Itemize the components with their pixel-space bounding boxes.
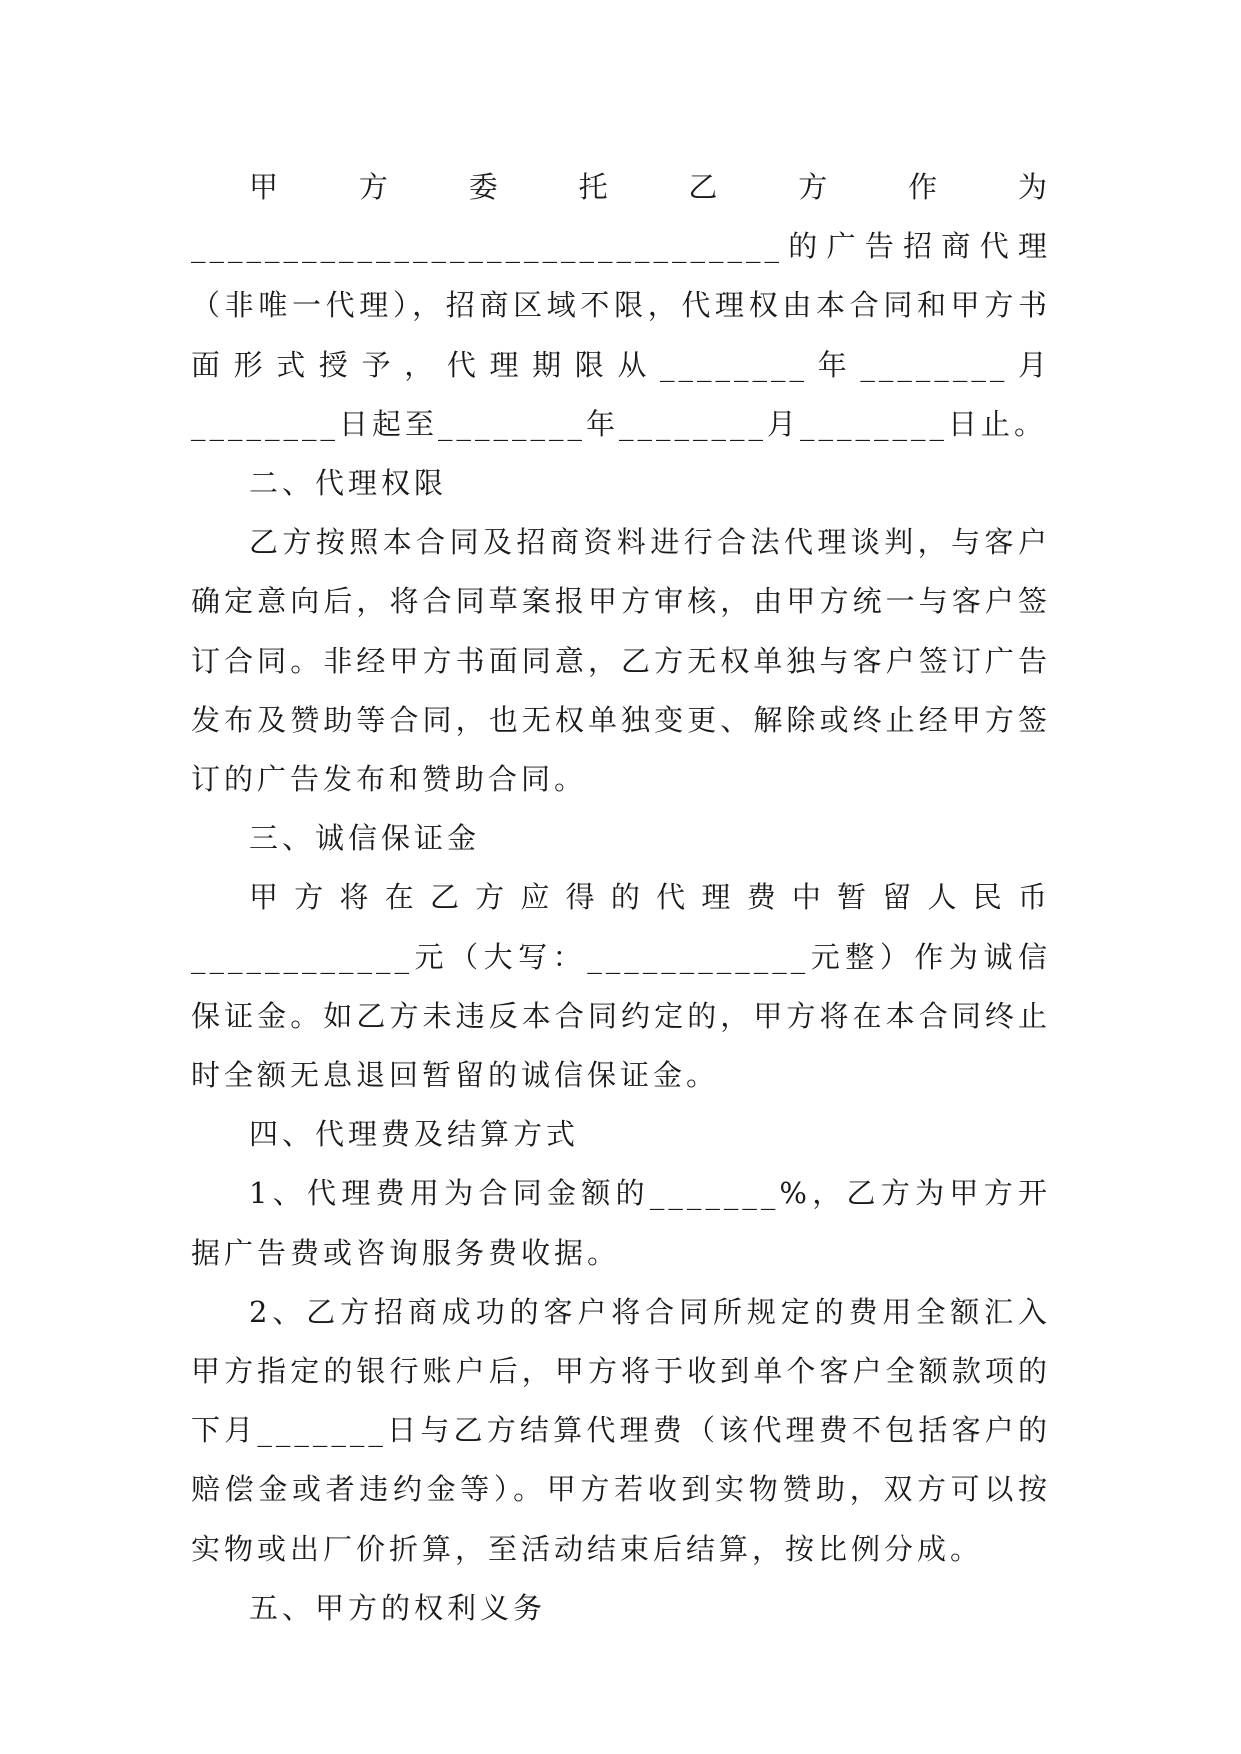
paragraph-deposit: 甲方将在乙方应得的代理费中暂留人民币____________元（大写：____________元整）作为诚信保证金。如乙方未违反本合同约定的，甲方将在本合同终止时全额无息退回暂留的诚信保证金。 [191, 880, 1051, 1093]
paragraph-agency-authority: 乙方按照本合同及招商资料进行合法代理谈判，与客户确定意向后，将合同草案报甲方审核，由甲方统一与客户签订合同。非经甲方书面同意，乙方无权单独与客户签订广告发布及赞助等合同，也无权单独变更、解除或终止经甲方签订的广告发布和赞助合同。 [191, 525, 1051, 797]
paragraph-agency-scope: 甲方委托乙方作为________________________________的广告招商代理（非唯一代理），招商区域不限，代理权由本合同和甲方书面形式授予，代理期限从________年________月________日起至________年________月________日止。 [191, 170, 1051, 441]
paragraph-fee-rate: 1、代理费用为合同金额的_______%，乙方为甲方开据广告费或咨询服务费收据。 [191, 1176, 1051, 1270]
paragraph-settlement: 2、乙方招商成功的客户将合同所规定的费用全额汇入甲方指定的银行账户后，甲方将于收到单个客户全额款项的下月_______日与乙方结算代理费（该代理费不包括客户的赔偿金或者违约金等）。甲方若收到实物赞助，双方可以按实物或出厂价折算，至活动结束后结算，按比例分成。 [191, 1294, 1051, 1566]
section-heading-deposit: 三、诚信保证金 [249, 821, 481, 856]
section-heading-party-a-rights: 五、甲方的权利义务 [249, 1590, 547, 1625]
section-heading-agency-authority: 二、代理权限 [249, 466, 448, 501]
document-page [191, 158, 1051, 1638]
section-heading-fees: 四、代理费及结算方式 [249, 1117, 580, 1152]
